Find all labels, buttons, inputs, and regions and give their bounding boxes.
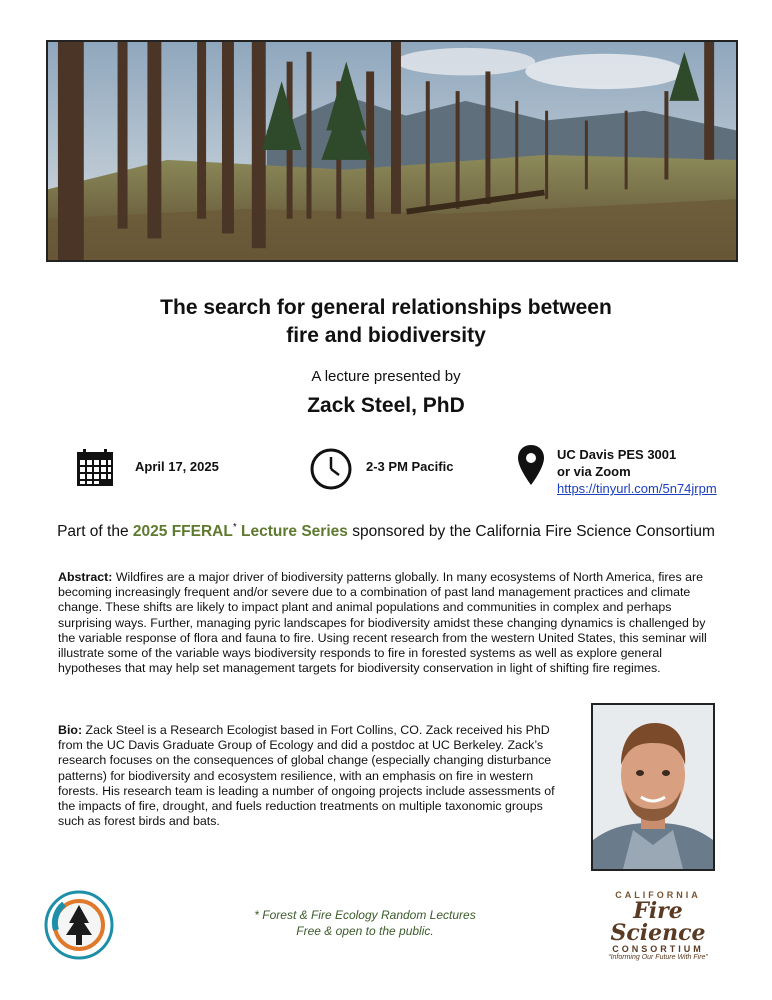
abstract-text: Wildfires are a major driver of biodiversity patterns globally. In many ecosystems of North America, fires are becoming increasingly frequent and/or severe due to a combination of past land management practices and climate change. These shifts are likely to impact plant and animal populations and communities in complex and perhaps surprising ways. Further, managing pyric landscapes for biodiversity amidst these changing dynamics is challenged by the variable response of flora and fauna to fire. Using recent research from the western United States, this seminar will illustrate some of the variable ways biodiversity responds to fire in forested systems as well as explore general hypotheses that may help set management targets for biodiversity conservation in light of shifting fire regimes. bbox=[58, 570, 707, 676]
logo-top-text: CALIFORNIA bbox=[615, 890, 701, 900]
logo-main-text: Fire Science bbox=[610, 898, 706, 946]
bio-paragraph bbox=[58, 723, 564, 829]
title-line-1: The search for general relationships between bbox=[160, 296, 612, 319]
joint-fire-science-program-logo bbox=[44, 890, 114, 960]
event-time: 2-3 PM Pacific bbox=[366, 459, 454, 474]
zoom-link[interactable]: https://tinyurl.com/5n74jrpm bbox=[557, 481, 717, 496]
bio-text: Zack Steel is a Research Ecologist based in Fort Collins, CO. Zack received his PhD from the UC Davis Graduate Group of Ecology and did a postdoc at UC Berkeley. Zack’s research focuses on the consequences of global change (especially changing disturbance patterns) for biodiversity and ecosystem resilience, with an emphasis on fire in western forests. His research team is leading a number of ongoing projects include assessments of the impacts of fire, drought, and fuels reduction treatments on multiple taxonomic groups such as forest birds and bats. bbox=[58, 723, 555, 829]
footnote-line-2: Free & open to the public. bbox=[296, 924, 434, 938]
location-line-1: UC Davis PES 3001 bbox=[557, 447, 677, 462]
location-line-2: or via Zoom bbox=[557, 464, 631, 479]
footnote-line-1: * Forest & Fire Ecology Random Lectures bbox=[254, 908, 476, 922]
series-prefix: Part of the bbox=[57, 523, 133, 541]
footnote bbox=[200, 907, 530, 939]
series-highlight-2: Lecture Series bbox=[236, 523, 348, 541]
speaker-photo bbox=[591, 703, 715, 871]
bio-label: Bio: bbox=[58, 723, 83, 737]
lecture-series-line bbox=[0, 522, 772, 541]
series-asterisk: * bbox=[232, 522, 237, 533]
title-line-2: fire and biodiversity bbox=[286, 324, 486, 347]
series-highlight: 2025 FFERAL bbox=[132, 523, 233, 541]
lecture-title bbox=[60, 294, 712, 350]
calendar-icon bbox=[76, 449, 114, 492]
event-date: April 17, 2025 bbox=[135, 459, 219, 474]
abstract-paragraph bbox=[58, 570, 714, 676]
series-suffix: sponsored by the California Fire Science Consortium bbox=[347, 523, 715, 541]
california-fire-science-consortium-logo bbox=[588, 890, 728, 970]
logo-tagline: “Informing Our Future With Fire” bbox=[608, 954, 708, 961]
logo-sub-text: CONSORTIUM bbox=[612, 944, 704, 954]
speaker-name: Zack Steel, PhD bbox=[307, 394, 465, 417]
clock-icon bbox=[309, 447, 353, 496]
abstract-label: Abstract: bbox=[58, 570, 113, 584]
header-forest-photo bbox=[46, 40, 738, 262]
presented-by-text: A lecture presented by bbox=[311, 368, 461, 385]
event-location bbox=[557, 446, 717, 497]
map-pin-icon bbox=[517, 444, 545, 491]
